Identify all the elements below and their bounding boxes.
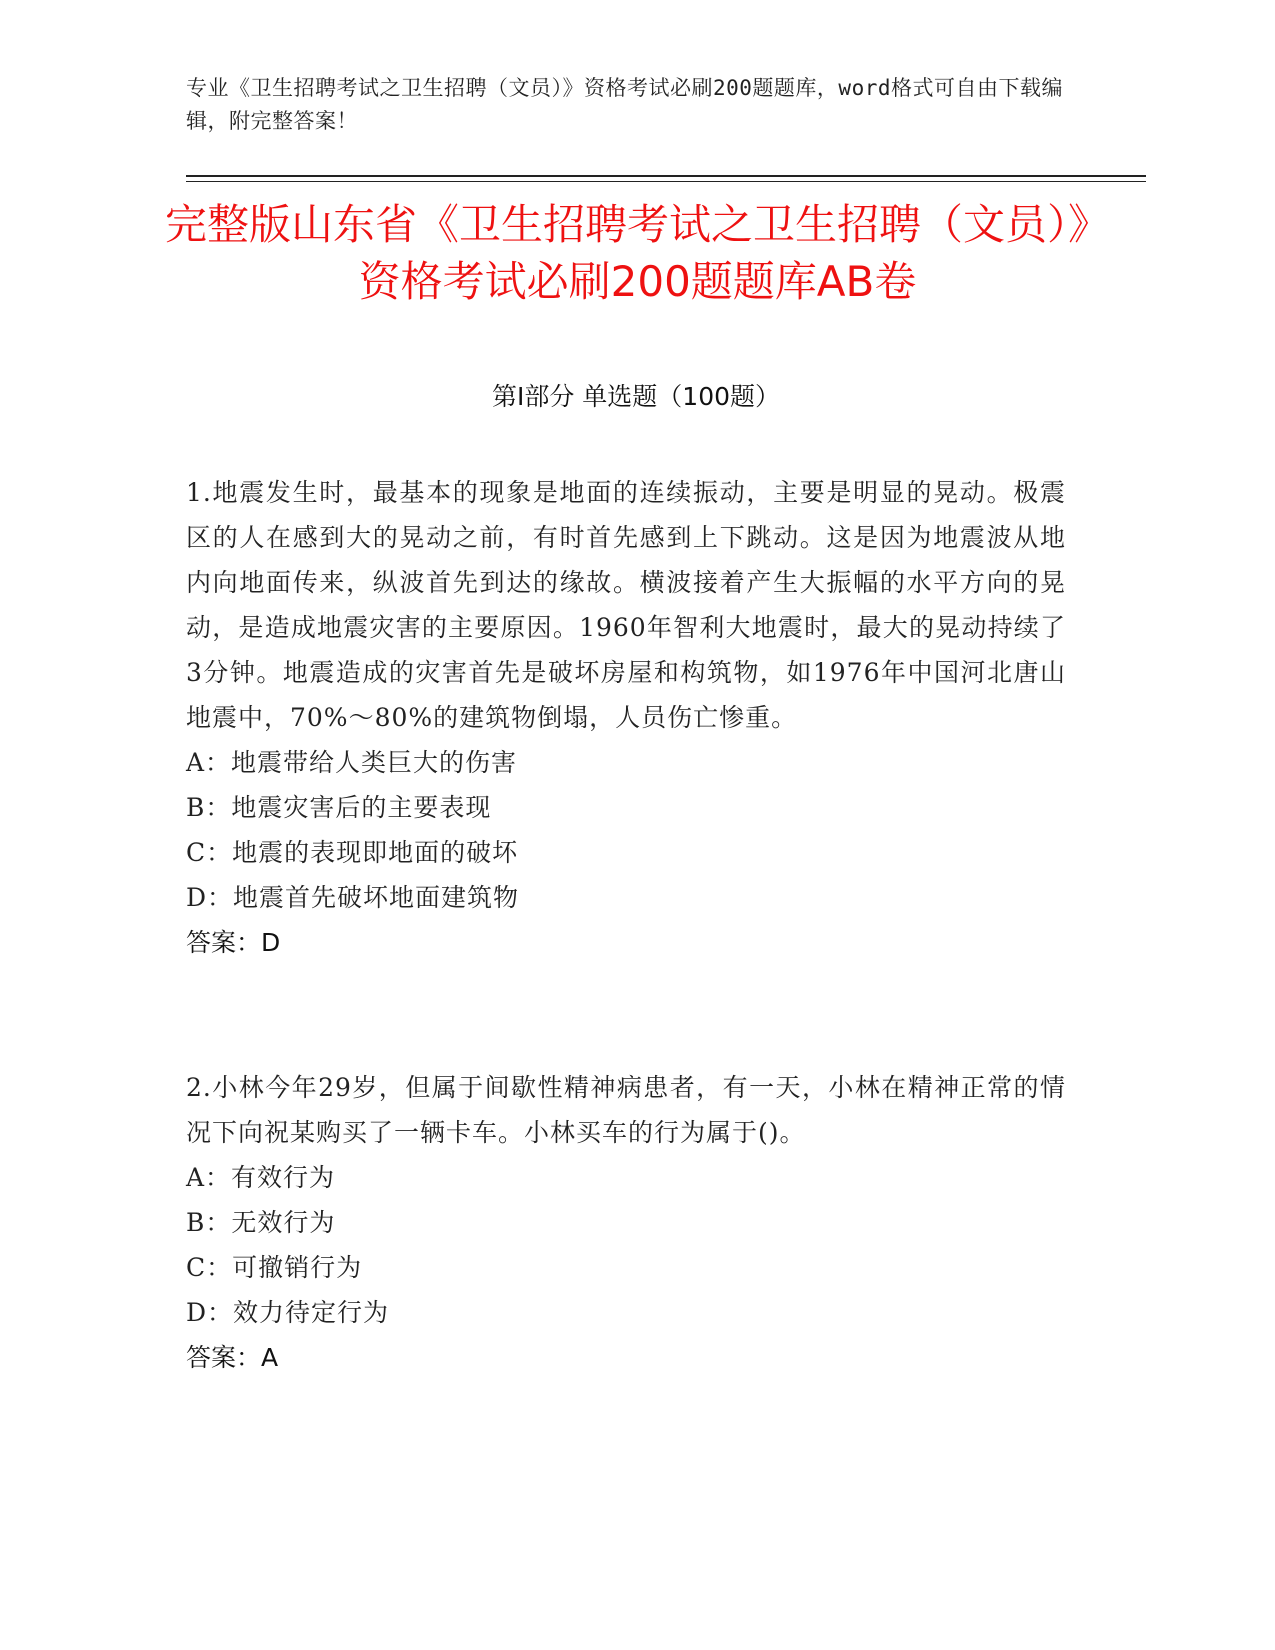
option-b: B：无效行为 [186,1208,336,1237]
option-c: C：可撤销行为 [186,1253,363,1282]
option-c: C：地震的表现即地面的破坏 [186,838,519,867]
answer-line: 答案：A [186,1343,279,1372]
question-text: 2.小林今年29岁，但属于间歇性精神病患者，有一天，小林在精神正常的情况下向祝某购买了一辆卡车。小林买车的行为属于()。 [186,1073,1066,1147]
document-title: 完整版山东省《卫生招聘考试之卫生招聘（文员）》资格考试必刷200题题库AB卷 [164,200,1110,306]
option-d: D：效力待定行为 [186,1298,390,1327]
option-b: B：地震灾害后的主要表现 [186,793,492,822]
header-divider-thin [186,181,1146,182]
header-divider-thick [186,175,1146,177]
section-title: 第I部分 单选题（100题） [491,382,781,411]
answer-line: 答案：D [186,928,281,957]
option-a: A：有效行为 [186,1163,336,1192]
option-a: A：地震带给人类巨大的伤害 [186,748,518,777]
header-note: 专业《卫生招聘考试之卫生招聘（文员）》资格考试必刷200题题库，word格式可自由下载编辑，附完整答案！ [186,76,1063,133]
question-text: 1.地震发生时，最基本的现象是地面的连续振动，主要是明显的晃动。极震区的人在感到大的晃动之前，有时首先感到上下跳动。这是因为地震波从地内向地面传来，纵波首先到达的缘故。横波接着产生大振幅的水平方向的晃动，是造成地震灾害的主要原因。1960年智利大地震时，最大的晃动持续了3分钟。地震造成的灾害首先是破坏房屋和构筑物，如1976年中国河北唐山地震中，70%～80%的建筑物倒塌，人员伤亡惨重。 [186,478,1066,732]
option-d: D：地震首先破坏地面建筑物 [186,883,520,912]
question-1 [186,470,1066,965]
question-2 [186,1065,1066,1380]
